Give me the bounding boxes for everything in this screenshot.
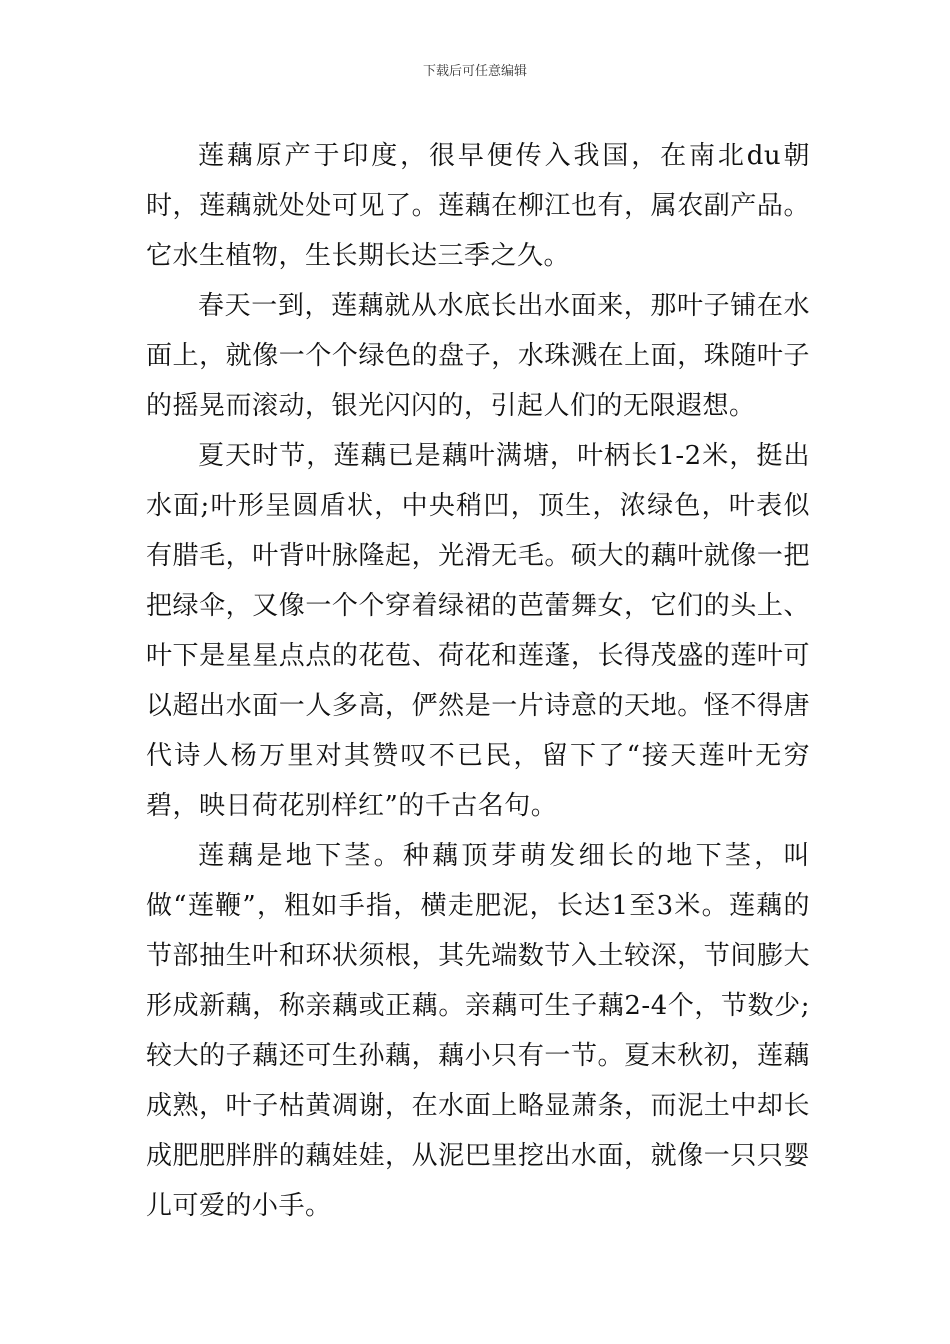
document-body [146, 131, 810, 1231]
paragraph-summer: 夏天时节，莲藕已是藕叶满塘，叶柄长1-2米，挺出水面;叶形呈圆盾状，中央稍凹，顶生，浓绿色，叶表似有腊毛，叶背叶脉隆起，光滑无毛。硕大的藕叶就像一把把绿伞，又像一个个穿着绿裙的芭蕾舞女，它们的头上、叶下是星星点点的花苞、荷花和莲蓬，长得茂盛的莲叶可以超出水面一人多高，俨然是一片诗意的天地。怪不得唐代诗人杨万里对其赞叹不已民，留下了“接天莲叶无穷碧，映日荷花别样红”的千古名句。 [146, 441, 810, 821]
page-header: 下载后可任意编辑 [422, 64, 527, 79]
paragraph-spring: 春天一到，莲藕就从水底长出水面来，那叶子铺在水面上，就像一个个绿色的盘子，水珠溅在上面，珠随叶子的摇晃而滚动，银光闪闪的，引起人们的无限遐想。 [146, 291, 810, 421]
paragraph-origin: 莲藕原产于印度，很早便传入我国，在南北du朝时，莲藕就处处可见了。莲藕在柳江也有，属农副产品。它水生植物，生长期长达三季之久。 [146, 141, 810, 271]
paragraph-rhizome: 莲藕是地下茎。种藕顶芽萌发细长的地下茎，叫做“莲鞭”，粗如手指，横走肥泥，长达1至3米。莲藕的节部抽生叶和环状须根，其先端数节入土较深，节间膨大形成新藕，称亲藕或正藕。亲藕可生子藕2-4个，节数少;较大的子藕还可生孙藕，藕小只有一节。夏末秋初，莲藕成熟，叶子枯黄凋谢，在水面上略显萧条，而泥土中却长成肥肥胖胖的藕娃娃，从泥巴里挖出水面，就像一只只婴儿可爱的小手。 [146, 841, 810, 1221]
